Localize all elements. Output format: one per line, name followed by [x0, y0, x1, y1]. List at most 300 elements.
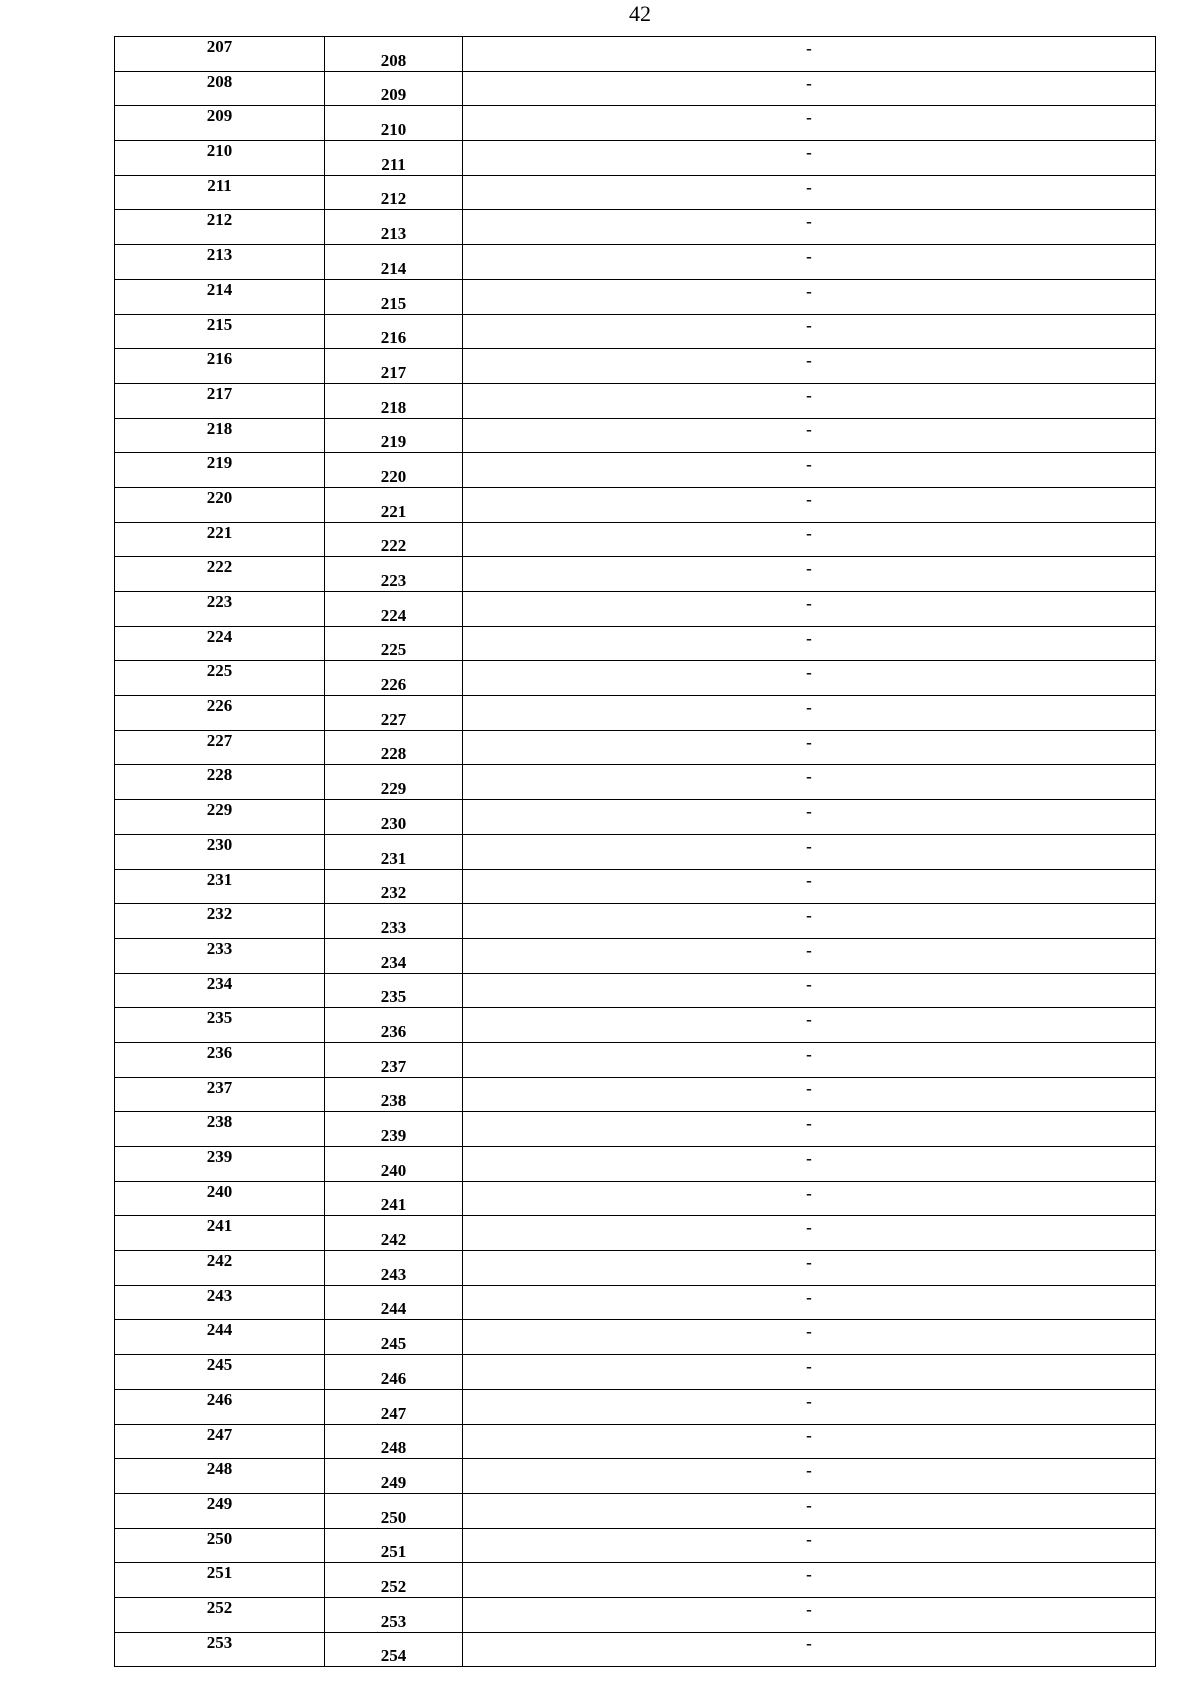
cell-second-number — [325, 800, 463, 835]
cell-second-number-text: 232 — [380, 883, 407, 903]
cell-first-number-text: 234 — [206, 973, 233, 993]
cell-second-number-text: 242 — [380, 1230, 407, 1250]
cell-first-number — [115, 1285, 325, 1320]
cell-second-number-text: 226 — [380, 675, 407, 695]
cell-second-number — [325, 418, 463, 453]
cell-first-number — [115, 279, 325, 314]
table-row — [115, 487, 1156, 522]
table-row — [115, 210, 1156, 245]
cell-first-number — [115, 210, 325, 245]
data-table — [114, 36, 1156, 1667]
cell-first-number-text: 221 — [206, 522, 233, 542]
cell-value — [463, 37, 1156, 72]
table-row — [115, 1528, 1156, 1563]
cell-value-text: - — [806, 385, 812, 405]
cell-value — [463, 973, 1156, 1008]
cell-first-number — [115, 765, 325, 800]
cell-second-number-text: 209 — [380, 85, 407, 105]
cell-first-number — [115, 1008, 325, 1043]
cell-second-number — [325, 1389, 463, 1424]
cell-first-number — [115, 1459, 325, 1494]
cell-second-number — [325, 1181, 463, 1216]
cell-value — [463, 557, 1156, 592]
cell-value — [463, 1042, 1156, 1077]
table-row — [115, 349, 1156, 384]
table-row — [115, 1251, 1156, 1286]
cell-first-number-text: 237 — [206, 1077, 233, 1097]
cell-first-number — [115, 1493, 325, 1528]
table-row — [115, 1632, 1156, 1667]
cell-second-number — [325, 938, 463, 973]
cell-second-number — [325, 383, 463, 418]
cell-first-number — [115, 453, 325, 488]
cell-value-text: - — [806, 1356, 812, 1376]
cell-value-text: - — [806, 281, 812, 301]
cell-second-number — [325, 1285, 463, 1320]
cell-value — [463, 661, 1156, 696]
cell-second-number — [325, 349, 463, 384]
cell-value — [463, 834, 1156, 869]
table-row — [115, 279, 1156, 314]
cell-first-number — [115, 938, 325, 973]
cell-second-number-text: 253 — [380, 1611, 407, 1631]
cell-first-number-text: 250 — [206, 1528, 233, 1548]
table-row — [115, 453, 1156, 488]
table-row — [115, 869, 1156, 904]
cell-value-text: - — [806, 177, 812, 197]
cell-second-number-text: 227 — [380, 709, 407, 729]
cell-first-number-text: 220 — [206, 487, 233, 507]
cell-first-number-text: 219 — [206, 453, 233, 473]
cell-value-text: - — [806, 767, 812, 787]
cell-first-number — [115, 834, 325, 869]
cell-first-number-text: 222 — [206, 557, 233, 577]
cell-second-number-text: 233 — [380, 917, 407, 937]
cell-second-number — [325, 1355, 463, 1390]
table-body — [115, 37, 1156, 1667]
cell-first-number-text: 233 — [206, 938, 233, 958]
cell-value — [463, 869, 1156, 904]
cell-first-number-text: 245 — [206, 1355, 233, 1375]
cell-first-number-text: 247 — [206, 1424, 233, 1444]
cell-value — [463, 1563, 1156, 1598]
cell-second-number-text: 254 — [380, 1646, 407, 1666]
cell-first-number-text: 241 — [206, 1216, 233, 1236]
cell-value-text: - — [806, 1461, 812, 1481]
cell-second-number-text: 231 — [380, 848, 407, 868]
cell-first-number-text: 248 — [206, 1459, 233, 1479]
cell-value-text: - — [806, 1495, 812, 1515]
table-row — [115, 1147, 1156, 1182]
cell-second-number — [325, 1112, 463, 1147]
cell-first-number — [115, 1597, 325, 1632]
cell-value-text: - — [806, 940, 812, 960]
cell-value — [463, 1355, 1156, 1390]
cell-second-number — [325, 141, 463, 176]
cell-value — [463, 1320, 1156, 1355]
table-row — [115, 557, 1156, 592]
cell-second-number-text: 251 — [380, 1542, 407, 1562]
cell-first-number-text: 215 — [206, 314, 233, 334]
cell-second-number-text: 234 — [380, 952, 407, 972]
cell-second-number — [325, 592, 463, 627]
cell-second-number-text: 225 — [380, 640, 407, 660]
cell-second-number — [325, 1008, 463, 1043]
cell-first-number — [115, 175, 325, 210]
cell-second-number — [325, 1042, 463, 1077]
cell-first-number — [115, 1355, 325, 1390]
table-row — [115, 904, 1156, 939]
cell-second-number-text: 250 — [380, 1507, 407, 1527]
cell-first-number-text: 214 — [206, 279, 233, 299]
table-row — [115, 418, 1156, 453]
table-row — [115, 730, 1156, 765]
cell-value-text: - — [806, 663, 812, 683]
cell-value — [463, 1597, 1156, 1632]
cell-first-number-text: 224 — [206, 626, 233, 646]
cell-first-number-text: 230 — [206, 834, 233, 854]
cell-first-number — [115, 1424, 325, 1459]
cell-first-number — [115, 1112, 325, 1147]
cell-second-number-text: 224 — [380, 605, 407, 625]
cell-value-text: - — [806, 836, 812, 856]
cell-second-number — [325, 696, 463, 731]
cell-value — [463, 938, 1156, 973]
cell-value-text: - — [806, 1252, 812, 1272]
cell-value-text: - — [806, 108, 812, 128]
cell-second-number — [325, 1077, 463, 1112]
cell-first-number — [115, 245, 325, 280]
cell-second-number — [325, 869, 463, 904]
cell-second-number-text: 247 — [380, 1403, 407, 1423]
cell-second-number-text: 222 — [380, 536, 407, 556]
cell-first-number — [115, 557, 325, 592]
cell-value — [463, 904, 1156, 939]
cell-second-number — [325, 1251, 463, 1286]
cell-second-number — [325, 626, 463, 661]
table-row — [115, 626, 1156, 661]
cell-value-text: - — [806, 593, 812, 613]
cell-value-text: - — [806, 1114, 812, 1134]
cell-first-number — [115, 106, 325, 141]
table-row — [115, 1112, 1156, 1147]
cell-value — [463, 800, 1156, 835]
cell-value — [463, 1389, 1156, 1424]
cell-value-text: - — [806, 73, 812, 93]
cell-value — [463, 1008, 1156, 1043]
table-row — [115, 141, 1156, 176]
cell-second-number — [325, 522, 463, 557]
table-row — [115, 1181, 1156, 1216]
cell-first-number — [115, 904, 325, 939]
cell-value — [463, 1147, 1156, 1182]
cell-first-number-text: 207 — [206, 37, 233, 56]
cell-second-number — [325, 1632, 463, 1667]
cell-value — [463, 1181, 1156, 1216]
cell-value-text: - — [806, 801, 812, 821]
cell-second-number — [325, 904, 463, 939]
cell-value-text: - — [806, 524, 812, 544]
table-row — [115, 592, 1156, 627]
cell-value-text: - — [806, 38, 812, 58]
cell-value — [463, 71, 1156, 106]
cell-first-number-text: 217 — [206, 383, 233, 403]
cell-second-number-text: 221 — [380, 501, 407, 521]
table-row — [115, 37, 1156, 72]
cell-first-number — [115, 1528, 325, 1563]
table-row — [115, 800, 1156, 835]
table-row — [115, 106, 1156, 141]
cell-first-number-text: 232 — [206, 904, 233, 924]
cell-value-text: - — [806, 1218, 812, 1238]
cell-second-number — [325, 210, 463, 245]
cell-value-text: - — [806, 1148, 812, 1168]
cell-first-number — [115, 973, 325, 1008]
cell-second-number-text: 237 — [380, 1056, 407, 1076]
cell-second-number-text: 220 — [380, 466, 407, 486]
cell-value-text: - — [806, 1530, 812, 1550]
cell-second-number-text: 244 — [380, 1299, 407, 1319]
cell-second-number-text: 230 — [380, 813, 407, 833]
cell-first-number-text: 210 — [206, 141, 233, 161]
cell-first-number-text: 208 — [206, 71, 233, 91]
cell-first-number-text: 240 — [206, 1181, 233, 1201]
cell-value-text: - — [806, 455, 812, 475]
cell-value-text: - — [806, 1599, 812, 1619]
cell-value-text: - — [806, 871, 812, 891]
table-row — [115, 1563, 1156, 1598]
table-row — [115, 696, 1156, 731]
cell-second-number-text: 240 — [380, 1160, 407, 1180]
cell-value-text: - — [806, 212, 812, 232]
cell-first-number — [115, 383, 325, 418]
cell-first-number — [115, 349, 325, 384]
cell-second-number — [325, 1597, 463, 1632]
table-row — [115, 1424, 1156, 1459]
cell-value — [463, 1528, 1156, 1563]
cell-value-text: - — [806, 1391, 812, 1411]
cell-second-number-text: 213 — [380, 224, 407, 244]
cell-value — [463, 175, 1156, 210]
cell-first-number — [115, 314, 325, 349]
cell-first-number — [115, 1251, 325, 1286]
cell-first-number — [115, 592, 325, 627]
cell-first-number-text: 211 — [207, 175, 232, 195]
cell-first-number — [115, 418, 325, 453]
table-row — [115, 1389, 1156, 1424]
cell-second-number-text: 212 — [380, 189, 407, 209]
cell-second-number — [325, 175, 463, 210]
cell-second-number — [325, 973, 463, 1008]
cell-value — [463, 522, 1156, 557]
cell-second-number — [325, 453, 463, 488]
cell-value — [463, 696, 1156, 731]
cell-value-text: - — [806, 420, 812, 440]
cell-first-number — [115, 626, 325, 661]
cell-second-number — [325, 1459, 463, 1494]
cell-second-number-text: 219 — [380, 432, 407, 452]
table-row — [115, 314, 1156, 349]
cell-first-number-text: 253 — [206, 1632, 233, 1652]
cell-value — [463, 418, 1156, 453]
cell-value — [463, 1493, 1156, 1528]
cell-second-number — [325, 661, 463, 696]
cell-value-text: - — [806, 1426, 812, 1446]
cell-first-number — [115, 869, 325, 904]
cell-value-text: - — [806, 489, 812, 509]
cell-value-text: - — [806, 628, 812, 648]
cell-second-number — [325, 37, 463, 72]
cell-first-number — [115, 1042, 325, 1077]
table-row — [115, 245, 1156, 280]
cell-first-number-text: 223 — [206, 592, 233, 611]
cell-first-number — [115, 1181, 325, 1216]
cell-value — [463, 314, 1156, 349]
cell-first-number-text: 209 — [206, 106, 233, 126]
cell-second-number — [325, 71, 463, 106]
cell-first-number-text: 252 — [206, 1597, 233, 1617]
cell-value-text: - — [806, 697, 812, 717]
cell-first-number — [115, 696, 325, 731]
cell-value — [463, 1459, 1156, 1494]
cell-value — [463, 592, 1156, 627]
cell-first-number — [115, 1147, 325, 1182]
cell-second-number-text: 229 — [380, 779, 407, 799]
table-row — [115, 383, 1156, 418]
cell-first-number — [115, 730, 325, 765]
cell-first-number-text: 236 — [206, 1042, 233, 1062]
cell-second-number-text: 223 — [380, 571, 407, 590]
cell-value — [463, 279, 1156, 314]
cell-first-number-text: 231 — [206, 869, 233, 889]
table-row — [115, 938, 1156, 973]
cell-first-number — [115, 141, 325, 176]
cell-second-number-text: 248 — [380, 1438, 407, 1458]
cell-value — [463, 1285, 1156, 1320]
table-row — [115, 765, 1156, 800]
cell-value — [463, 349, 1156, 384]
cell-value — [463, 1216, 1156, 1251]
table-row — [115, 1008, 1156, 1043]
cell-value — [463, 1424, 1156, 1459]
cell-value — [463, 453, 1156, 488]
cell-second-number-text: 238 — [380, 1091, 407, 1111]
cell-first-number — [115, 487, 325, 522]
cell-second-number-text: 236 — [380, 1021, 407, 1041]
cell-second-number — [325, 1147, 463, 1182]
table-row — [115, 1285, 1156, 1320]
cell-first-number-text: 212 — [206, 210, 233, 230]
cell-value — [463, 1077, 1156, 1112]
table-row — [115, 1493, 1156, 1528]
cell-second-number-text: 218 — [380, 397, 407, 417]
cell-value — [463, 730, 1156, 765]
cell-value — [463, 210, 1156, 245]
cell-value — [463, 141, 1156, 176]
cell-second-number-text: 208 — [380, 50, 407, 70]
cell-first-number-text: 216 — [206, 349, 233, 369]
cell-first-number-text: 243 — [206, 1285, 233, 1305]
table-row — [115, 661, 1156, 696]
table-row — [115, 1459, 1156, 1494]
cell-first-number-text: 239 — [206, 1147, 233, 1166]
cell-value — [463, 245, 1156, 280]
cell-first-number-text: 227 — [206, 730, 233, 750]
cell-value-text: - — [806, 316, 812, 336]
cell-second-number-text: 243 — [380, 1264, 407, 1284]
table-row — [115, 1216, 1156, 1251]
cell-second-number — [325, 1424, 463, 1459]
cell-second-number-text: 214 — [380, 258, 407, 278]
table-row — [115, 71, 1156, 106]
cell-second-number — [325, 106, 463, 141]
cell-second-number-text: 217 — [380, 362, 407, 382]
cell-value-text: - — [806, 732, 812, 752]
cell-value-text: - — [806, 1044, 812, 1064]
cell-first-number — [115, 1563, 325, 1598]
table-row — [115, 973, 1156, 1008]
cell-first-number — [115, 37, 325, 72]
cell-second-number — [325, 834, 463, 869]
cell-value-text: - — [806, 351, 812, 371]
cell-value-text: - — [806, 906, 812, 926]
cell-value — [463, 487, 1156, 522]
cell-value — [463, 106, 1156, 141]
cell-first-number-text: 226 — [206, 696, 233, 716]
table-row — [115, 522, 1156, 557]
cell-value — [463, 1251, 1156, 1286]
cell-first-number-text: 229 — [206, 800, 233, 820]
cell-value-text: - — [806, 1634, 812, 1654]
table-row — [115, 1077, 1156, 1112]
cell-value — [463, 1112, 1156, 1147]
cell-first-number-text: 238 — [206, 1112, 233, 1132]
cell-second-number-text: 241 — [380, 1195, 407, 1215]
cell-first-number-text: 251 — [206, 1563, 233, 1583]
cell-second-number-text: 215 — [380, 293, 407, 313]
cell-first-number — [115, 1077, 325, 1112]
cell-second-number — [325, 1528, 463, 1563]
cell-second-number — [325, 1563, 463, 1598]
cell-first-number — [115, 522, 325, 557]
table-row — [115, 1320, 1156, 1355]
cell-value-text: - — [806, 1287, 812, 1307]
cell-first-number-text: 225 — [206, 661, 233, 681]
cell-second-number — [325, 557, 463, 592]
cell-second-number-text: 216 — [380, 328, 407, 348]
cell-value-text: - — [806, 975, 812, 995]
table-row — [115, 1042, 1156, 1077]
table-row — [115, 834, 1156, 869]
cell-second-number — [325, 765, 463, 800]
cell-value-text: - — [806, 246, 812, 266]
cell-second-number — [325, 1320, 463, 1355]
cell-second-number — [325, 487, 463, 522]
cell-second-number-text: 249 — [380, 1472, 407, 1492]
cell-value-text: - — [806, 1079, 812, 1099]
table-row — [115, 1597, 1156, 1632]
cell-second-number-text: 245 — [380, 1334, 407, 1354]
cell-second-number — [325, 730, 463, 765]
cell-first-number-text: 244 — [206, 1320, 233, 1340]
cell-value — [463, 383, 1156, 418]
cell-value-text: - — [806, 1322, 812, 1342]
cell-second-number-text: 210 — [380, 120, 407, 140]
cell-value-text: - — [806, 559, 812, 579]
cell-value — [463, 1632, 1156, 1667]
cell-first-number-text: 242 — [206, 1251, 233, 1271]
cell-first-number-text: 228 — [206, 765, 233, 785]
